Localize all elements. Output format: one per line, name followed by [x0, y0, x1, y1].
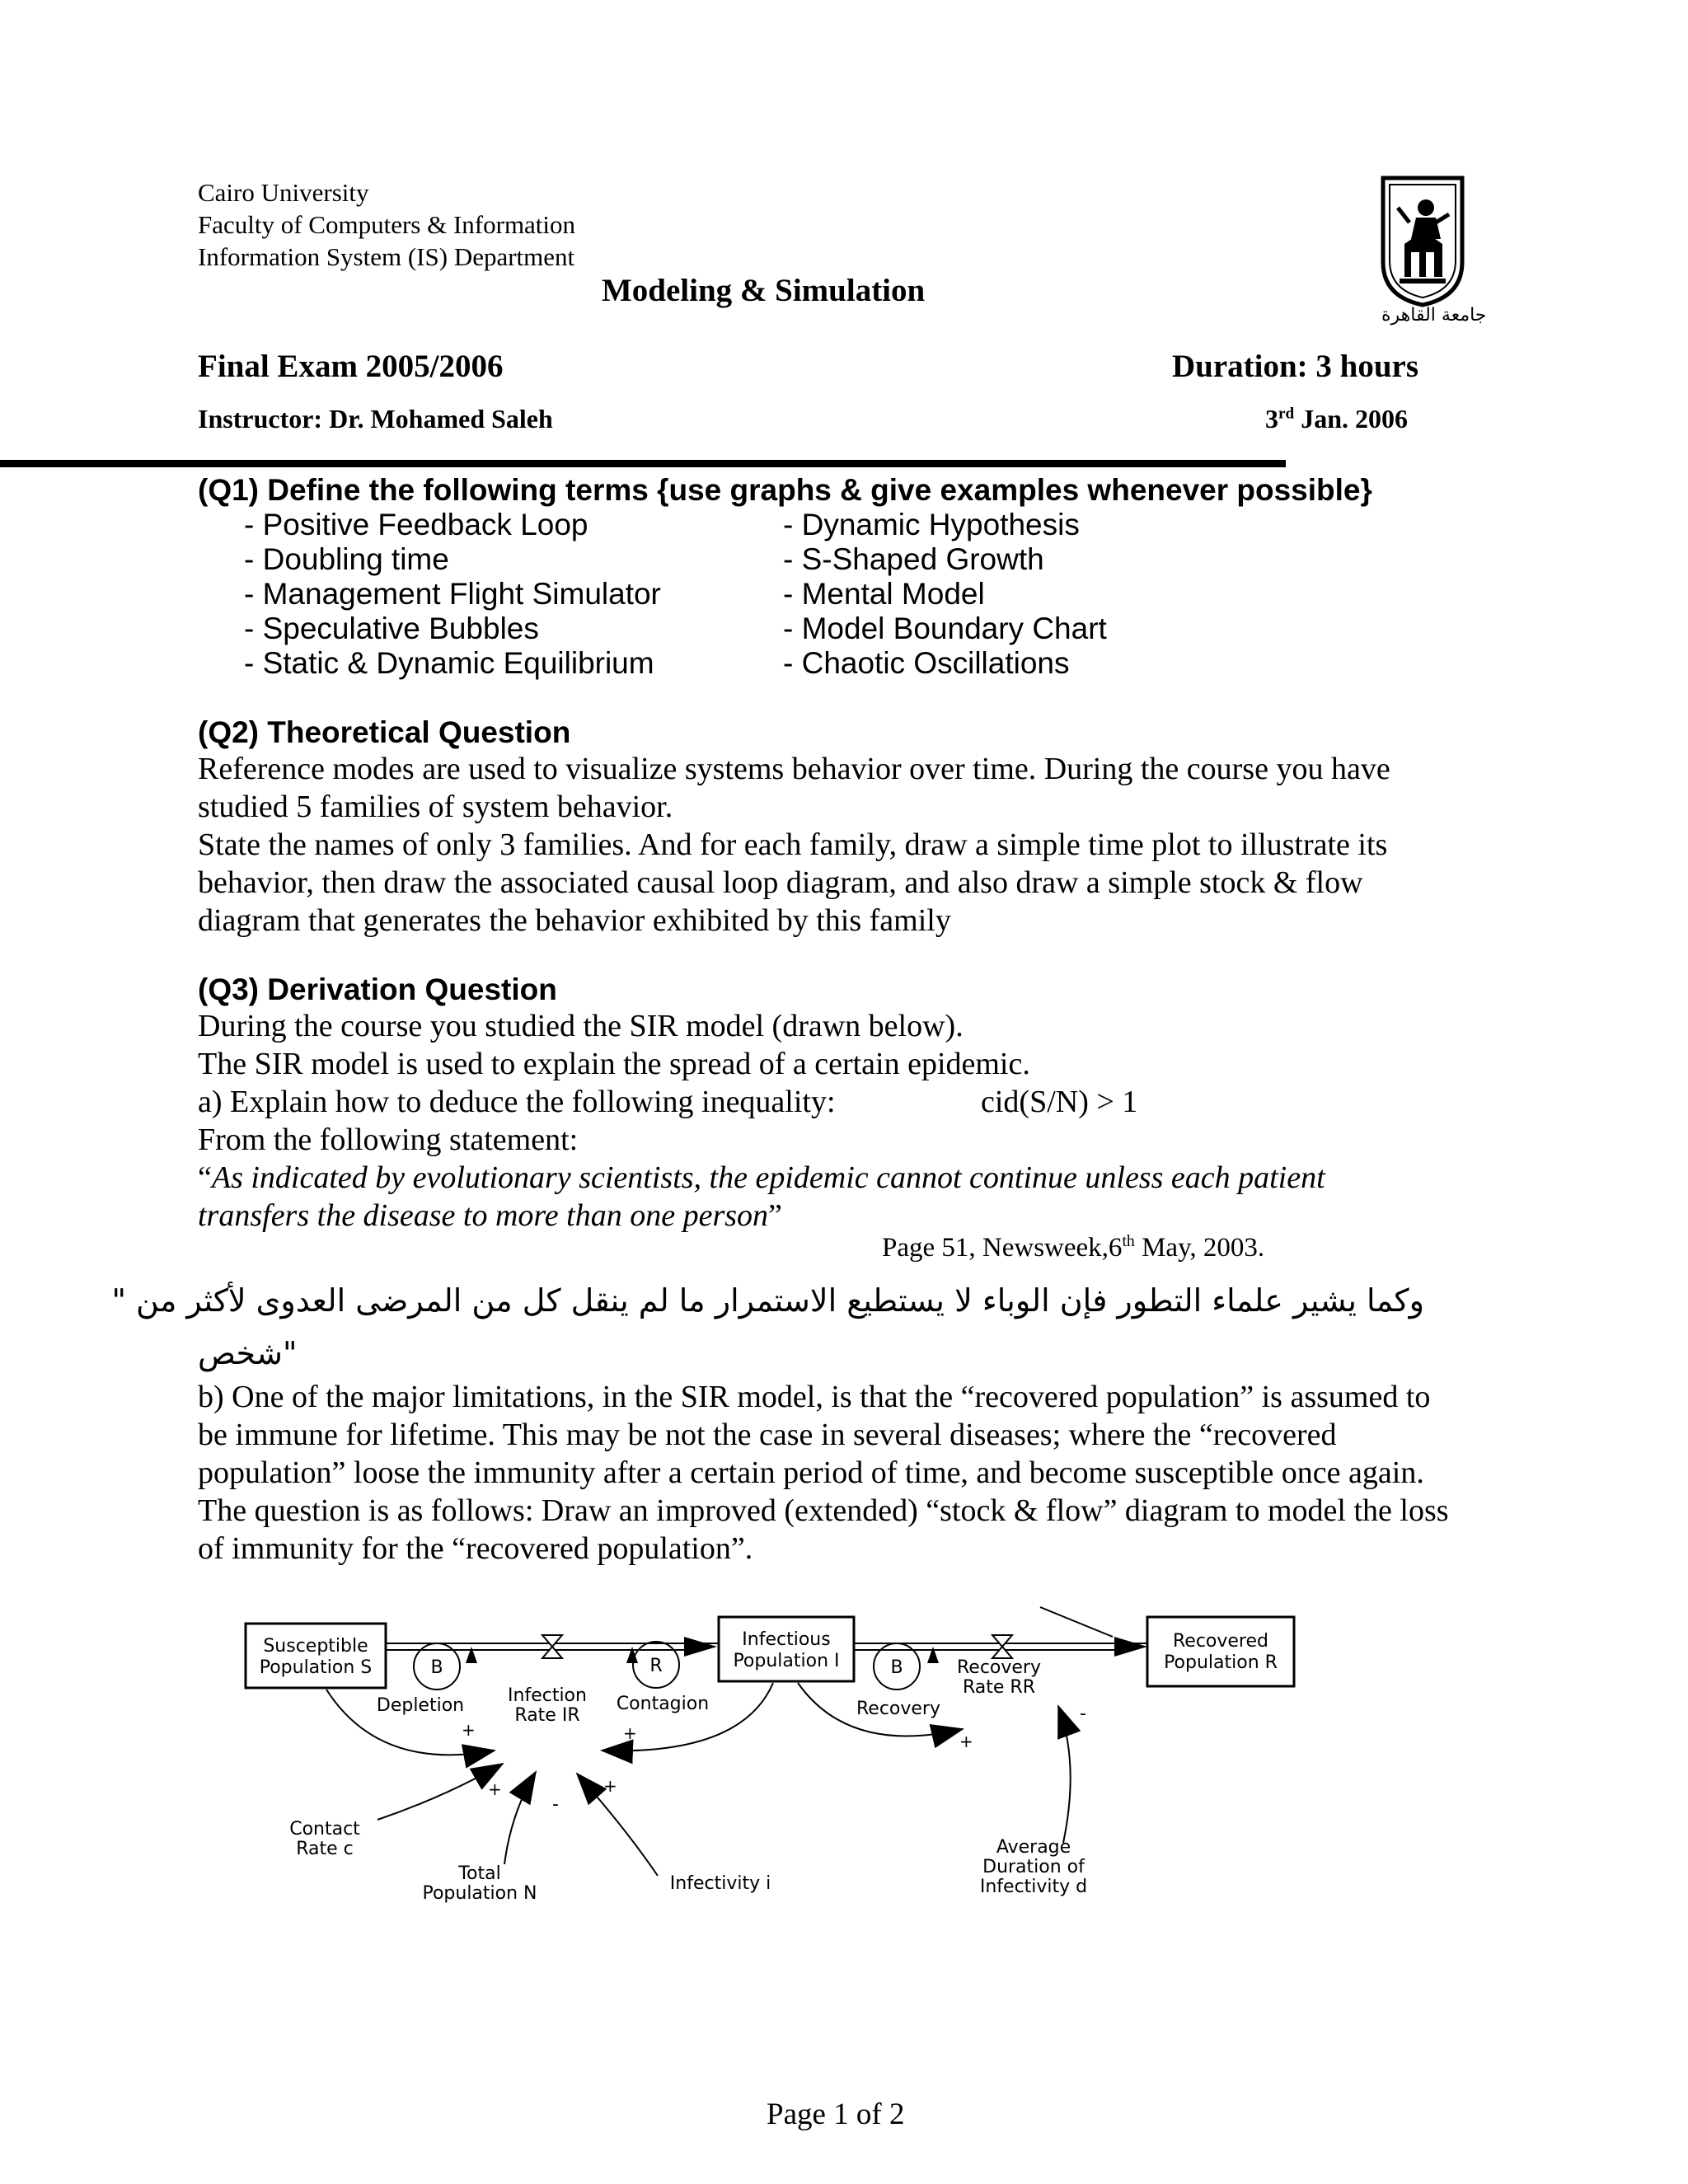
citation-pre: Page 51, Newsweek,6	[882, 1233, 1123, 1263]
stock-i-label: Population I	[733, 1651, 840, 1671]
q1-term-right: - Dynamic Hypothesis	[783, 508, 1080, 541]
q3-from: From the following statement:	[198, 1122, 579, 1157]
causal-link-c-to-ir	[377, 1764, 503, 1820]
q1-term-left: - Management Flight Simulator	[244, 577, 661, 611]
loop-recovery-letter: B	[890, 1657, 903, 1678]
logo-caption: جامعة القاهرة	[1381, 305, 1487, 326]
q1-title: (Q1) Define the following terms {use graphs & give examples whenever possible}	[198, 473, 1372, 507]
stock-r-label: Recovered	[1172, 1631, 1269, 1652]
date-suffix: rd	[1278, 405, 1295, 423]
q1-term-right: - Model Boundary Chart	[783, 612, 1107, 645]
citation-post: May, 2003.	[1134, 1233, 1265, 1263]
citation-sup: th	[1122, 1232, 1135, 1250]
date-day: 3	[1265, 404, 1278, 434]
q1-term-left: - Speculative Bubbles	[244, 612, 539, 645]
stock-recovered	[1147, 1617, 1294, 1686]
infectivity-label: Infectivity i	[669, 1873, 771, 1894]
polarity-sign: +	[959, 1732, 973, 1751]
q2-paragraph-1: Reference modes are used to visualize systems behavior over time. During the course you have studied 5 families of system behavior.	[198, 752, 1390, 824]
loop-depletion-letter: B	[430, 1657, 443, 1678]
q1-term-right: - Mental Model	[783, 577, 985, 611]
instructor: Instructor: Dr. Mohamed Saleh	[198, 404, 553, 434]
q1-term-left: - Static & Dynamic Equilibrium	[244, 646, 654, 680]
q1-term-right: - Chaotic Oscillations	[783, 646, 1070, 680]
quote-text: As indicated by evolutionary scientists, the epidemic cannot continue unless each patient transfers the disease to more than one person	[198, 1160, 1325, 1233]
contact-rate-label: Rate c	[296, 1839, 354, 1859]
polarity-sign: -	[1080, 1704, 1086, 1724]
q2-title: (Q2) Theoretical Question	[198, 715, 571, 749]
avg-duration-label: Average	[996, 1837, 1071, 1858]
quote-close-mark: ”	[768, 1198, 782, 1233]
polarity-sign: -	[552, 1794, 559, 1815]
extra-stroke	[1040, 1607, 1113, 1637]
faculty-name: Faculty of Computers & Information	[198, 210, 576, 239]
exam-title: Final Exam 2005/2006	[198, 349, 504, 384]
total-population-label: Population N	[422, 1883, 537, 1904]
department-name: Information System (IS) Department	[198, 242, 575, 271]
flow-arrowhead	[1114, 1637, 1147, 1657]
polarity-sign: +	[488, 1779, 502, 1799]
q3-line-2: The SIR model is used to explain the spread of a certain epidemic.	[198, 1047, 1030, 1081]
university-name: Cairo University	[198, 178, 369, 207]
q1-term-right: - S-Shaped Growth	[783, 542, 1044, 576]
avg-duration-label: Duration of	[982, 1857, 1085, 1877]
contact-rate-label: Contact	[289, 1819, 360, 1840]
total-population-label: Total	[458, 1863, 501, 1884]
q3-arabic-line-2: شخص"	[198, 1335, 298, 1371]
q1-term-left: - Doubling time	[244, 542, 449, 576]
quote-open-mark: “	[198, 1160, 212, 1195]
recovery-rate-label: Rate RR	[962, 1677, 1036, 1698]
q3-inequality: cid(S/N) > 1	[981, 1085, 1138, 1119]
q3-part-b: b) One of the major limitations, in the SIR model, is that the “recovered population” is assumed to be immune for lifetime. This may be not the case in several diseases; where the “recovered population” loose the immunity after a certain period of time, and become susceptible once again. The question is as follows: Draw an improved (extended) “stock & flow” diagram to model the loss of immunity for the “recovered population”.	[198, 1380, 1449, 1566]
polarity-sign: +	[462, 1720, 476, 1740]
stock-i-label: Infectious	[742, 1629, 831, 1650]
infection-rate-label: Rate IR	[514, 1705, 580, 1726]
q2-paragraph-2: State the names of only 3 families. And for each family, draw a simple time plot to illustrate its behavior, then draw the associated causal loop diagram, and also draw a simple stock & flow diagram that generates the behavior exhibited by this family	[198, 827, 1388, 938]
q1-term-left: - Positive Feedback Loop	[244, 508, 588, 541]
flow-arrowhead	[684, 1637, 717, 1657]
causal-link-d-to-rr	[1058, 1706, 1071, 1843]
polarity-sign: +	[623, 1723, 637, 1743]
stock-s-label: Susceptible	[263, 1636, 368, 1657]
causal-link-i-param-to-ir	[577, 1774, 658, 1876]
date-rest: Jan. 2006	[1294, 404, 1408, 434]
page-number: Page 1 of 2	[767, 2097, 905, 2131]
contagion-label: Contagion	[616, 1694, 710, 1714]
valve-recovery	[992, 1635, 1012, 1658]
stock-r-label: Population R	[1164, 1652, 1278, 1673]
q3-part-a: a) Explain how to deduce the following inequality:	[198, 1085, 836, 1119]
recovery-label: Recovery	[856, 1699, 941, 1719]
course-title: Modeling & Simulation	[602, 273, 926, 308]
q3-title: (Q3) Derivation Question	[198, 972, 557, 1006]
depletion-label: Depletion	[376, 1695, 465, 1716]
infection-rate-label: Infection	[508, 1685, 587, 1706]
stock-s-label: Population S	[259, 1657, 373, 1678]
avg-duration-label: Infectivity d	[979, 1877, 1088, 1897]
q3-line-1: During the course you studied the SIR model (drawn below).	[198, 1009, 964, 1043]
loop-contagion-letter: R	[649, 1656, 663, 1676]
valve-infection	[542, 1635, 562, 1658]
causal-link-n-to-ir	[504, 1772, 536, 1864]
recovery-rate-label: Recovery	[956, 1657, 1042, 1678]
q3-arabic-line-1: وكما يشير علماء التطور فإن الوباء لا يستطيع الاستمرار ما لم ينقل كل من المرضى العدوى لأكثر من "	[111, 1282, 1424, 1319]
polarity-sign: +	[603, 1776, 617, 1796]
exam-duration: Duration: 3 hours	[1172, 349, 1419, 384]
